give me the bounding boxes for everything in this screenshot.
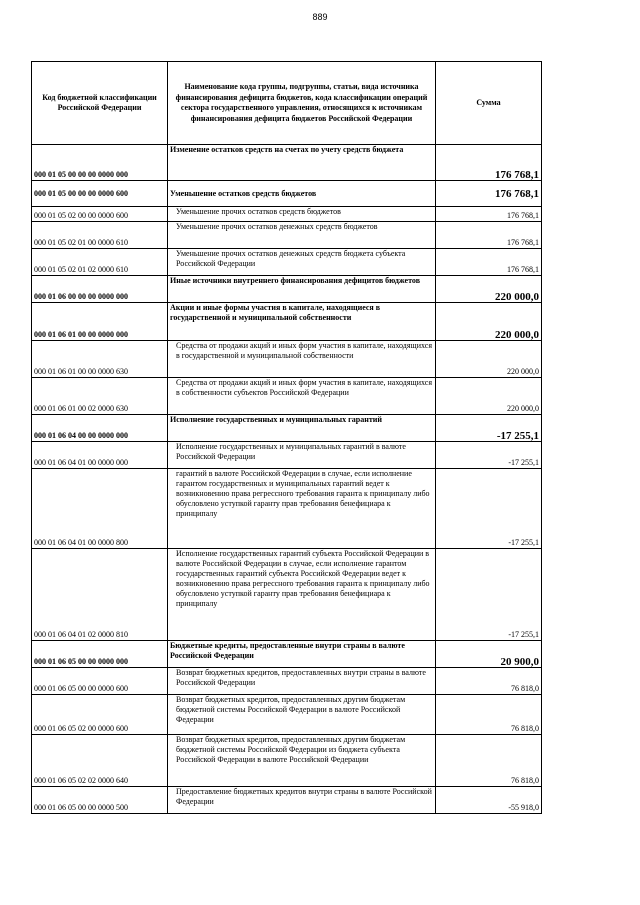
row-name: Исполнение государственных гарантий субъекта Российской Федерации в валюте Российской Федерации в случае, если исполнение гарантом государственных гарантий субъекта Российской Федерации ведет к возникновению права регрессного требования гаранта к принципалу либо обусловлено уступкой гаранту прав требования бенефициара к принципалу [168, 549, 436, 641]
row-name: Уменьшение прочих остатков денежных средств бюджета субъекта Российской Федерации [168, 249, 436, 276]
row-code: 000 01 05 02 01 02 0000 610 [32, 249, 168, 276]
row-amount: 76 818,0 [436, 695, 542, 735]
table-row [32, 787, 542, 814]
row-amount: 176 768,1 [436, 249, 542, 276]
row-name: Возврат бюджетных кредитов, предоставленных другим бюджетам бюджетной системы Российской Федерации в валюте Российской Федерации [168, 695, 436, 735]
table-header-row [32, 62, 542, 145]
row-name: Предоставление бюджетных кредитов внутри страны в валюте Российской Федерации [168, 787, 436, 814]
table-row [32, 695, 542, 735]
row-code: 000 01 05 02 01 00 0000 610 [32, 222, 168, 249]
row-name: Средства от продажи акций и иных форм участия в капитале, находящихся в собственности субъектов Российской Федерации [168, 378, 436, 415]
page-number: 889 [312, 12, 328, 22]
table-row [32, 276, 542, 303]
row-name: Исполнение государственных и муниципальных гарантий в валюте Российской Федерации [168, 442, 436, 469]
row-amount: -17 255,1 [436, 469, 542, 549]
row-name: Уменьшение прочих остатков средств бюджетов [168, 207, 436, 222]
row-amount: 220 000,0 [436, 341, 542, 378]
row-name: Возврат бюджетных кредитов, предоставленных внутри страны в валюте Российской Федерации [168, 668, 436, 695]
row-name: Возврат бюджетных кредитов, предоставленных другим бюджетам бюджетной системы Российской Федерации из бюджета субъекта Российской Федерации в валюте Российской Федерации [168, 735, 436, 787]
row-amount: 76 818,0 [436, 668, 542, 695]
budget-sources-table [31, 61, 542, 814]
row-name: Акции и иные формы участия в капитале, находящиеся в государственной и муниципальной собственности [168, 303, 436, 341]
header-code: Код бюджетной классификации Российской Федерации [32, 62, 168, 145]
row-amount: -17 255,1 [436, 442, 542, 469]
row-amount: 20 900,0 [436, 641, 542, 668]
row-code: 000 01 06 05 02 00 0000 600 [32, 695, 168, 735]
row-code: 000 01 06 05 00 00 0000 600 [32, 668, 168, 695]
row-amount: 220 000,0 [436, 276, 542, 303]
row-code: 000 01 06 05 02 02 0000 640 [32, 735, 168, 787]
row-code: 000 01 05 00 00 00 0000 000 [32, 145, 168, 181]
row-name: Средства от продажи акций и иных форм участия в капитале, находящихся в государственной и муниципальной собственности [168, 341, 436, 378]
header-amount: Сумма [436, 62, 542, 145]
row-code: 000 01 06 04 01 02 0000 810 [32, 549, 168, 641]
table-row [32, 442, 542, 469]
row-amount: 220 000,0 [436, 378, 542, 415]
row-code: 000 01 06 04 01 00 0000 800 [32, 469, 168, 549]
table-row [32, 207, 542, 222]
table-row [32, 469, 542, 549]
row-code: 000 01 06 04 01 00 0000 000 [32, 442, 168, 469]
table-row [32, 181, 542, 207]
row-name: Изменение остатков средств на счетах по учету средств бюджета [168, 145, 436, 181]
row-amount: -17 255,1 [436, 415, 542, 442]
header-name: Наименование кода группы, подгруппы, статьи, вида источника финансирования дефицита бюджетов, кода классификации операций сектора государственного управления, относящихся к источникам финансирования дефицита бюджетов Российской Федерации [168, 62, 436, 145]
row-code: 000 01 05 02 00 00 0000 600 [32, 207, 168, 222]
table-row [32, 641, 542, 668]
row-amount: -17 255,1 [436, 549, 542, 641]
row-amount: 220 000,0 [436, 303, 542, 341]
table-row [32, 415, 542, 442]
row-code: 000 01 06 05 00 00 0000 500 [32, 787, 168, 814]
table-row [32, 249, 542, 276]
table-row [32, 145, 542, 181]
row-amount: 176 768,1 [436, 181, 542, 207]
table-row [32, 303, 542, 341]
table-row [32, 341, 542, 378]
row-code: 000 01 06 01 00 02 0000 630 [32, 378, 168, 415]
table-row [32, 378, 542, 415]
row-code: 000 01 06 01 00 00 0000 630 [32, 341, 168, 378]
row-amount: -55 918,0 [436, 787, 542, 814]
row-amount: 176 768,1 [436, 207, 542, 222]
row-amount: 76 818,0 [436, 735, 542, 787]
row-amount: 176 768,1 [436, 222, 542, 249]
row-name: гарантий в валюте Российской Федерации в случае, если исполнение гарантом государственных и муниципальных гарантий ведет к возникновению права регрессного требования гаранта к принципалу либо обусловлено уступкой гаранту прав требования бенефициара к принципалу [168, 469, 436, 549]
table-row [32, 668, 542, 695]
row-code: 000 01 06 01 00 00 0000 000 [32, 303, 168, 341]
row-name: Иные источники внутреннего финансирования дефицитов бюджетов [168, 276, 436, 303]
row-name: Бюджетные кредиты, предоставленные внутри страны в валюте Российской Федерации [168, 641, 436, 668]
row-code: 000 01 06 04 00 00 0000 000 [32, 415, 168, 442]
table-row [32, 735, 542, 787]
row-amount: 176 768,1 [436, 145, 542, 181]
row-code: 000 01 05 00 00 00 0000 600 [32, 181, 168, 207]
row-code: 000 01 06 05 00 00 0000 000 [32, 641, 168, 668]
row-code: 000 01 06 00 00 00 0000 000 [32, 276, 168, 303]
row-name: Уменьшение остатков средств бюджетов [168, 181, 436, 207]
row-name: Уменьшение прочих остатков денежных средств бюджетов [168, 222, 436, 249]
table-row [32, 549, 542, 641]
row-name: Исполнение государственных и муниципальных гарантий [168, 415, 436, 442]
table-row [32, 222, 542, 249]
